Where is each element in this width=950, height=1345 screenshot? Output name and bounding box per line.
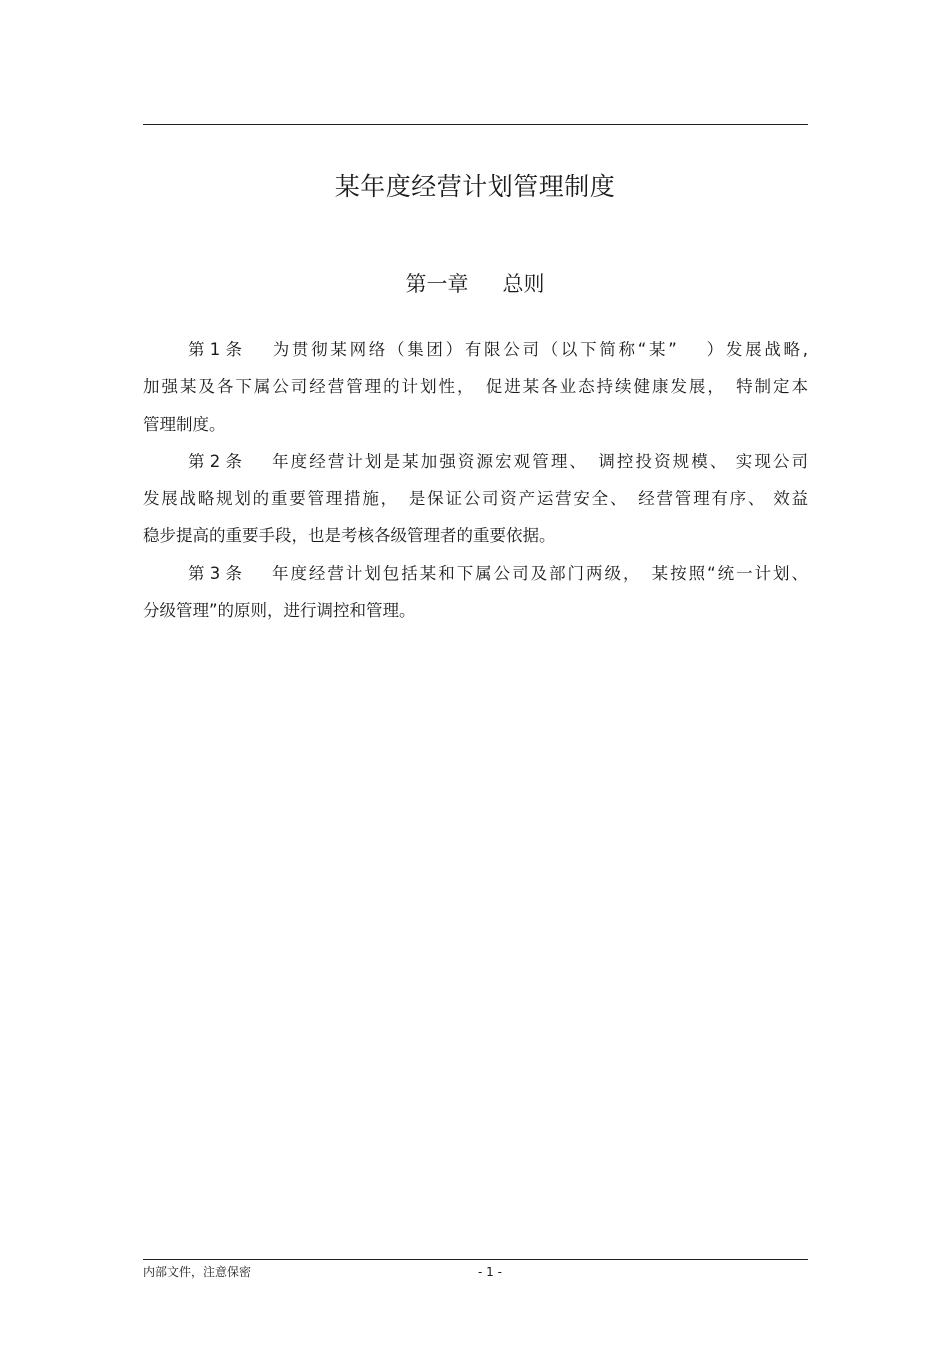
article-3-label: 第 3 条	[188, 563, 242, 583]
page-number: - 1 -	[478, 1265, 502, 1279]
article-3-text-1: 年度经营计划包括某和下属公司及部门两级， 某按照“统一计划、	[270, 563, 808, 583]
chapter-name: 总则	[502, 272, 545, 296]
document-body	[143, 331, 808, 629]
article-1-label: 第 1 条	[188, 340, 242, 359]
document-title: 某年度经营计划管理制度	[334, 172, 616, 201]
chapter-heading	[0, 268, 950, 300]
article-2-line-1	[143, 443, 808, 480]
footer-rule	[143, 1259, 808, 1260]
footer-confidential-note: 内部文件，注意保密	[143, 1265, 252, 1279]
article-2-label: 第 2 条	[188, 451, 242, 471]
header-rule	[143, 124, 808, 125]
article-1-line-3: 管理制度。	[143, 414, 226, 434]
article-2-line-3: 稳步提高的重要手段，也是考核各级管理者的重要依据。	[143, 526, 556, 546]
article-1-line-2: 加强某及各下属公司经营管理的计划性， 促进某各业态持续健康发展， 特制定本	[143, 377, 808, 397]
article-2-line-2: 发展战略规划的重要管理措施， 是保证公司资产运营安全、 经营管理有序、 效益	[143, 489, 808, 509]
chapter-number: 第一章	[405, 272, 469, 296]
article-1-text-1: 为贯彻某网络（集团）有限公司（以下简称“某” ）发展战略,	[270, 340, 808, 359]
article-1-line-1	[143, 331, 808, 368]
article-3-line-1	[143, 555, 808, 592]
article-2-text-1: 年度经营计划是某加强资源宏观管理、 调控投资规模、 实现公司	[270, 451, 808, 471]
article-3-line-2: 分级管理”的原则，进行调控和管理。	[143, 601, 416, 621]
